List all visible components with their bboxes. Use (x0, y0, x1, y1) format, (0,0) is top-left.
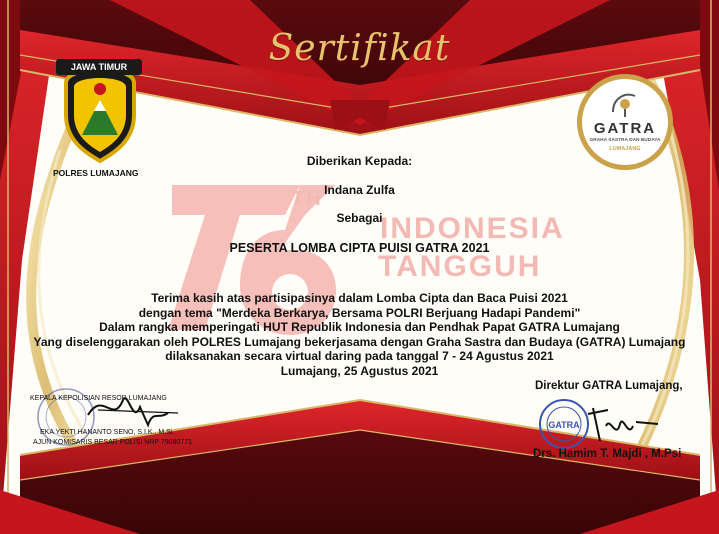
polres-badge-banner: JAWA TIMUR (56, 59, 142, 75)
gatra-stamp-and-signature (538, 396, 668, 452)
gatra-subtitle: GRAHA SASTRA DAN BUDAYA (589, 138, 661, 143)
certificate-body (0, 291, 719, 379)
body-line: Yang diselenggarakan oleh POLRES Lumajang bekerjasama dengan Graha Sastra dan Budaya (GATRA) Lumajang (33, 334, 686, 349)
as-label: Sebagai (336, 211, 383, 225)
gatra-emblem-icon (607, 88, 643, 118)
right-signatory-name: Drs. Hamim T. Majdi , M.Psi (533, 448, 682, 460)
issue-date: Lumajang, 25 Agustus 2021 (280, 363, 439, 378)
body-line: Terima kasih atas partisipasinya dalam Lomba Cipta dan Baca Puisi 2021 (151, 291, 568, 305)
body-line: Dalam rangka memperingati HUT Republik Indonesia dan Pendhak Papat GATRA Lumajang (99, 320, 620, 335)
body-line: dengan tema "Merdeka Berkarya, Bersama POLRI Berjuang Hadapi Pandemi" (138, 305, 581, 320)
watermark-th: TH (292, 188, 323, 210)
polres-caption: POLRES LUMAJANG (53, 168, 139, 178)
left-signature-block (28, 385, 198, 457)
role-title: PESERTA LOMBA CIPTA PUISI GATRA 2021 (229, 241, 490, 255)
recipient-name: Indana Zulfa (324, 183, 395, 197)
gatra-name: GATRA (593, 120, 657, 137)
body-line: dilaksanakan secara virtual daring pada tanggal 7 - 24 Agustus 2021 (165, 349, 554, 364)
watermark-tangguh: TANGGUH (378, 250, 542, 283)
given-to-label: Diberikan Kepada: (306, 154, 413, 168)
left-signatory-name: EKA YEKTI HANANTO SENO, S.I.K., M.Si. (40, 429, 175, 436)
left-signatory-rank: AJUN KOMISARIS BESAR POLISI NRP 79080771 (33, 439, 192, 446)
svg-text:GATRA: GATRA (548, 420, 580, 430)
left-signatory-position: KEPALA KEPOLISIAN RESOR LUMAJANG (30, 395, 167, 402)
gatra-city: LUMAJANG (609, 146, 641, 152)
right-signatory-position: Direktur GATRA Lumajang, (535, 380, 683, 392)
certificate-title: Sertifikat (268, 28, 451, 69)
watermark-indonesia: INDONESIA (380, 212, 565, 245)
